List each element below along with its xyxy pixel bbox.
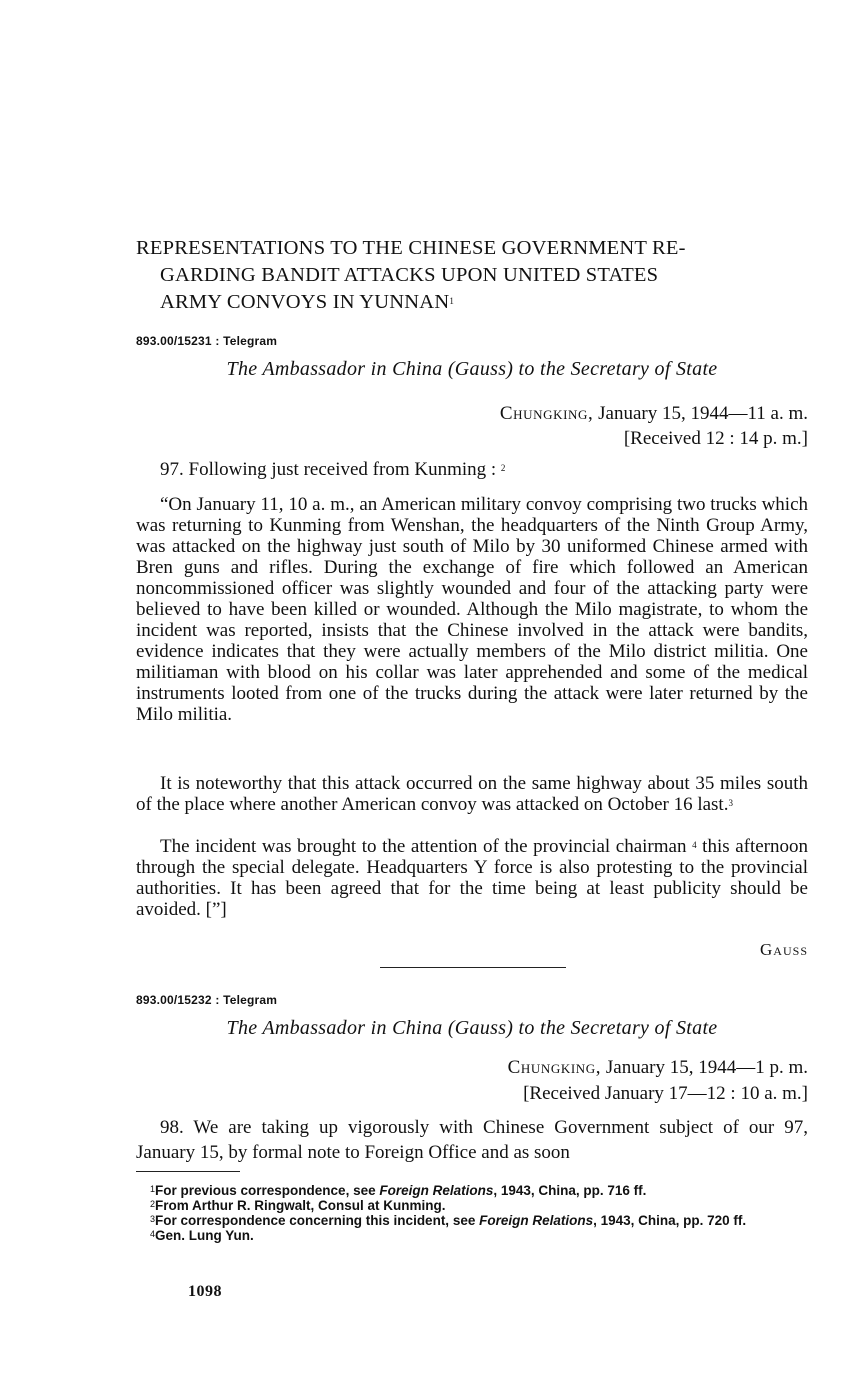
section-divider xyxy=(380,967,566,968)
footnote-mark-2: 2 xyxy=(150,1199,156,1209)
received-2: [Received January 17—12 : 10 a. m.] xyxy=(523,1083,808,1104)
telegram-heading-2: The Ambassador in China (Gauss) to the Secretary of State xyxy=(226,1017,718,1039)
footnotes xyxy=(136,1183,808,1243)
title-line-3 xyxy=(136,289,808,316)
footnote-1-text: For previous correspondence, see xyxy=(155,1183,380,1198)
signature-1: Gauss xyxy=(760,940,808,959)
file-number-2: 893.00/15232 : Telegram xyxy=(136,993,278,1007)
paragraph-3-text-a: The incident was brought to the attention of the provincial chairman xyxy=(160,836,687,857)
place-2: Chungking, xyxy=(507,1057,602,1078)
footnote-4-text: Gen. Lung Yun. xyxy=(155,1228,254,1243)
footnote-1 xyxy=(136,1183,808,1198)
footnote-4 xyxy=(136,1228,808,1243)
footnote-2-text: From Arthur R. Ringwalt, Consul at Kunming. xyxy=(155,1198,446,1213)
telegram-paragraph-2 xyxy=(136,773,808,815)
date-1: January 15, 1944—11 a. m. xyxy=(598,403,808,424)
footnote-mark-3: 3 xyxy=(150,1214,156,1224)
telegram-paragraph-4: 98. We are taking up vigorously with Chinese Government subject of our 97, January 15, by formal note to Foreign Office and as soon xyxy=(136,1117,808,1163)
document-page xyxy=(136,0,808,1380)
paragraph-2-text: It is noteworthy that this attack occurred on the same highway about 35 miles south of the place where another American convoy was attacked on October 16 last. xyxy=(136,773,808,815)
footnote-3-text: For correspondence concerning this incident, see xyxy=(155,1213,480,1228)
telegram-paragraph-1: “On January 11, 10 a. m., an American military convoy comprising two trucks which was returning to Kunming from Wenshan, the headquarters of the Ninth Group Army, was attacked on the highway just south of Milo by 30 uniformed Chinese armed with Bren guns and rifles. During the exchange of fire which followed an American noncommissioned officer was slightly wounded and four of the attacking party were believed to have been killed or wounded. Although the Milo magistrate, to whom the incident was reported, insists that the Chinese involved in the attack were bandits, evidence indicates that they were actually members of the Milo district militia. One militiaman with blood on his collar was later apprehended and some of the medical instruments looted from one of the trucks during the attack were later returned by the Milo militia. xyxy=(136,494,808,725)
title-footnote-ref: 1 xyxy=(449,296,455,306)
footnote-ref-3: 3 xyxy=(728,798,733,808)
footnote-rule xyxy=(136,1171,240,1172)
title-line-3-text: ARMY CONVOYS IN YUNNAN xyxy=(160,291,450,313)
dateline-2 xyxy=(508,1057,808,1079)
file-number-1: 893.00/15231 : Telegram xyxy=(136,334,278,348)
footnote-mark-1: 1 xyxy=(150,1184,156,1194)
paragraph-3-text-b: this afternoon through the special delegate. Headquarters Y force is also protesting to the provincial authorities. It has been agreed that for the time being at least publicity should be avoided. [”] xyxy=(136,836,808,920)
footnote-3 xyxy=(136,1213,808,1228)
footnote-3-italic: Foreign Relations xyxy=(479,1213,594,1228)
received-1: [Received 12 : 14 p. m.] xyxy=(623,428,808,449)
footnote-ref-2: 2 xyxy=(500,463,506,473)
date-2: January 15, 1944—1 p. m. xyxy=(605,1057,808,1078)
title-line-1: REPRESENTATIONS TO THE CHINESE GOVERNMENT RE- xyxy=(136,237,686,259)
opening-line-1 xyxy=(160,459,808,480)
footnote-2 xyxy=(136,1198,808,1213)
page-number: 1098 xyxy=(188,1283,222,1300)
footnote-mark-4: 4 xyxy=(150,1229,156,1239)
opening-text: 97. Following just received from Kunming : xyxy=(160,459,497,480)
section-title xyxy=(136,235,808,316)
footnote-1-post: , 1943, China, pp. 716 ff. xyxy=(493,1183,647,1198)
title-line-2: GARDING BANDIT ATTACKS UPON UNITED STATES xyxy=(160,264,659,286)
footnote-ref-4: 4 xyxy=(692,840,697,850)
dateline-1 xyxy=(500,403,808,425)
telegram-paragraph-3 xyxy=(136,836,808,920)
footnote-1-italic: Foreign Relations xyxy=(379,1183,494,1198)
place-1: Chungking, xyxy=(499,403,594,424)
footnote-3-post: , 1943, China, pp. 720 ff. xyxy=(593,1213,747,1228)
telegram-heading-1: The Ambassador in China (Gauss) to the Secretary of State xyxy=(226,358,718,380)
